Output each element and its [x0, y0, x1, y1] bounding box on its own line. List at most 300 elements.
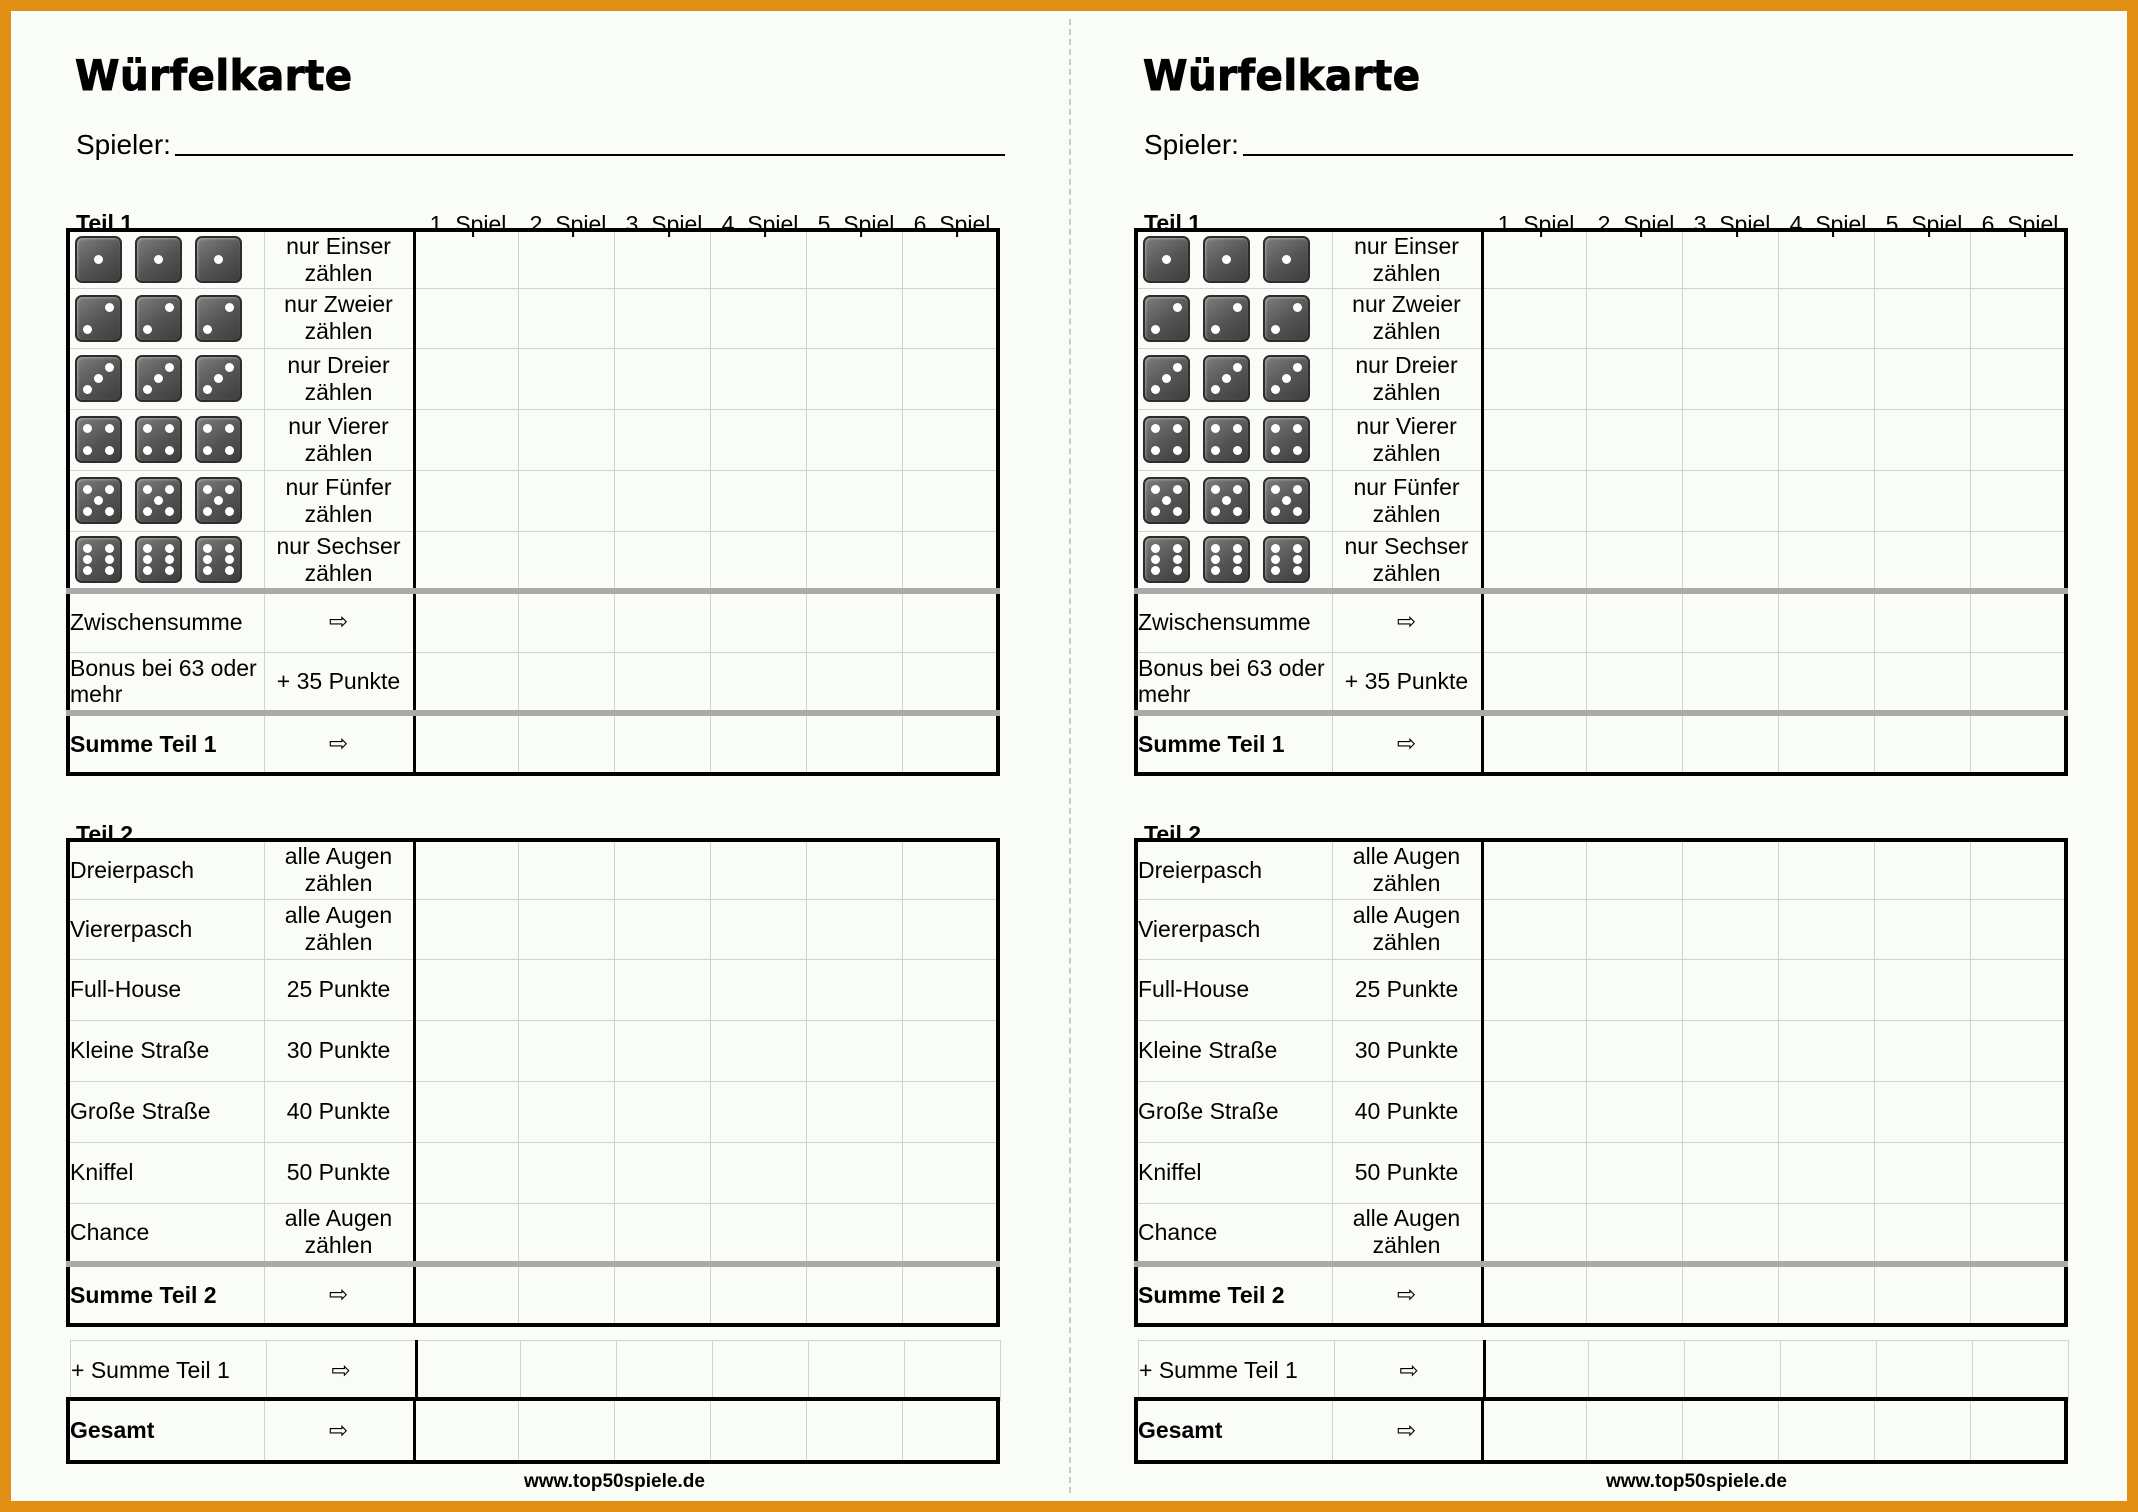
part2-score-cell[interactable]: [902, 1203, 998, 1264]
part1-score-cell[interactable]: [710, 348, 806, 409]
carry-score-cell[interactable]: [1589, 1341, 1685, 1401]
total-score-cell[interactable]: [1970, 1399, 2066, 1462]
part1-sum-score-cell[interactable]: [710, 713, 806, 774]
part1-score-cell[interactable]: [1970, 470, 2066, 531]
part2-score-cell[interactable]: [1586, 1020, 1682, 1081]
part2-sum-score-cell[interactable]: [902, 1264, 998, 1325]
part1-score-cell[interactable]: [1874, 470, 1970, 531]
part1-score-cell[interactable]: [614, 409, 710, 470]
table-row: [1136, 591, 2066, 652]
part2-sum-score-cell[interactable]: [1778, 1264, 1874, 1325]
carry-score-cell[interactable]: [417, 1341, 521, 1401]
table-row: [68, 288, 998, 348]
part1-score-cell[interactable]: [1682, 409, 1778, 470]
part1-sum-score-cell[interactable]: [614, 652, 710, 713]
part1-score-cell[interactable]: [710, 470, 806, 531]
part1-sum-score-cell[interactable]: [1586, 591, 1682, 652]
scoring-rule: nur Dreier zählen: [264, 348, 414, 409]
part1-sum-score-cell[interactable]: [414, 713, 518, 774]
total-score-cell[interactable]: [1482, 1399, 1586, 1462]
part2-score-cell[interactable]: [614, 1203, 710, 1264]
card-title: Würfelkarte: [75, 51, 353, 100]
part1-score-cell[interactable]: [710, 531, 806, 591]
part2-score-cell[interactable]: [518, 840, 614, 899]
part1-sum-score-cell[interactable]: [902, 713, 998, 774]
player-name-line[interactable]: [175, 154, 1005, 156]
scoring-rule: 40 Punkte: [264, 1081, 414, 1142]
part2-score-cell[interactable]: [414, 1020, 518, 1081]
game-column-header: 6. Spiel: [1981, 211, 2059, 237]
part1-score-cell[interactable]: [806, 531, 902, 591]
dice-group: [1138, 355, 1332, 402]
part1-sum-score-cell[interactable]: [1682, 713, 1778, 774]
part2-sum-score-cell[interactable]: [1970, 1264, 2066, 1325]
card-title: Würfelkarte: [1143, 51, 1421, 100]
row-label: Zwischensumme: [68, 591, 264, 652]
part1-score-cell[interactable]: [806, 348, 902, 409]
part1-score-cell[interactable]: [518, 348, 614, 409]
part2-score-cell[interactable]: [1970, 840, 2066, 899]
part2-score-cell[interactable]: [1586, 1203, 1682, 1264]
part1-score-cell[interactable]: [1970, 230, 2066, 288]
part1-score-cell[interactable]: [614, 470, 710, 531]
part2-score-cell[interactable]: [1970, 1142, 2066, 1203]
part1-score-cell[interactable]: [1778, 230, 1874, 288]
part1-score-cell[interactable]: [414, 409, 518, 470]
part1-score-cell[interactable]: [806, 288, 902, 348]
part2-score-cell[interactable]: [1970, 1081, 2066, 1142]
part2-score-cell[interactable]: [614, 959, 710, 1020]
part2-score-cell[interactable]: [902, 959, 998, 1020]
table-row: [68, 1264, 998, 1325]
row-label: Dreierpasch: [68, 840, 264, 899]
game-column-header: 3. Spiel: [1693, 211, 1771, 237]
score-card: [11, 11, 1069, 1501]
part2-score-cell[interactable]: [1682, 959, 1778, 1020]
part2-score-cell[interactable]: [902, 1081, 998, 1142]
die-2-icon: [135, 295, 182, 342]
part1-score-cell[interactable]: [518, 230, 614, 288]
game-column-header: 1. Spiel: [1497, 211, 1575, 237]
part2-score-cell[interactable]: [710, 1020, 806, 1081]
part1-score-cell[interactable]: [518, 470, 614, 531]
part1-sum-score-cell[interactable]: [614, 591, 710, 652]
part2-score-cell[interactable]: [1682, 840, 1778, 899]
part2-sum-score-cell[interactable]: [614, 1264, 710, 1325]
part2-score-cell[interactable]: [518, 1203, 614, 1264]
part1-score-cell[interactable]: [1778, 531, 1874, 591]
part1-sum-score-cell[interactable]: [1970, 652, 2066, 713]
carry-score-cell[interactable]: [1973, 1341, 2069, 1401]
part1-score-cell[interactable]: [1874, 531, 1970, 591]
part1-sum-score-cell[interactable]: [710, 652, 806, 713]
part1-sum-score-cell[interactable]: [902, 652, 998, 713]
part1-sum-score-cell[interactable]: [518, 591, 614, 652]
part2-score-cell[interactable]: [414, 899, 518, 959]
row-label: Bonus bei 63 oder mehr: [68, 652, 264, 713]
part1-score-cell[interactable]: [1970, 531, 2066, 591]
part1-score-cell[interactable]: [1586, 470, 1682, 531]
part1-score-cell[interactable]: [1682, 470, 1778, 531]
part1-sum-score-cell[interactable]: [1778, 652, 1874, 713]
table-row: [1136, 1264, 2066, 1325]
part1-score-cell[interactable]: [1874, 288, 1970, 348]
part2-score-cell[interactable]: [518, 959, 614, 1020]
part1-score-cell[interactable]: [414, 230, 518, 288]
part2-score-cell[interactable]: [1682, 1203, 1778, 1264]
part1-score-cell[interactable]: [518, 288, 614, 348]
part2-score-cell[interactable]: [710, 899, 806, 959]
part2-sum-score-cell[interactable]: [1682, 1264, 1778, 1325]
part1-sum-score-cell[interactable]: [518, 713, 614, 774]
die-5-icon: [1263, 477, 1310, 524]
part2-score-cell[interactable]: [710, 959, 806, 1020]
part2-score-cell[interactable]: [902, 899, 998, 959]
part1-sum-score-cell[interactable]: [414, 591, 518, 652]
part1-score-cell[interactable]: [1482, 288, 1586, 348]
table-row: [71, 1341, 1001, 1401]
dice-cell: [1136, 230, 1332, 288]
part2-score-cell[interactable]: [1682, 899, 1778, 959]
part2-score-cell[interactable]: [1586, 1142, 1682, 1203]
part2-score-cell[interactable]: [1482, 899, 1586, 959]
total-score-cell[interactable]: [414, 1399, 518, 1462]
part2-score-cell[interactable]: [1970, 959, 2066, 1020]
part1-sum-score-cell[interactable]: [1874, 713, 1970, 774]
carry-score-cell[interactable]: [713, 1341, 809, 1401]
part2-sum-score-cell[interactable]: [1586, 1264, 1682, 1325]
part1-label: Teil 1: [1144, 210, 1202, 236]
part2-score-cell[interactable]: [1586, 1081, 1682, 1142]
part2-score-cell[interactable]: [1778, 1203, 1874, 1264]
part2-score-cell[interactable]: [414, 1081, 518, 1142]
carry-over-row: [70, 1340, 1001, 1401]
part1-score-cell[interactable]: [1586, 288, 1682, 348]
part1-sum-score-cell[interactable]: [1970, 591, 2066, 652]
part1-score-cell[interactable]: [614, 230, 710, 288]
table-row: [1136, 409, 2066, 470]
part1-score-cell[interactable]: [1682, 348, 1778, 409]
part2-score-cell[interactable]: [614, 1020, 710, 1081]
part1-score-cell[interactable]: [902, 409, 998, 470]
part1-score-cell[interactable]: [710, 409, 806, 470]
part1-score-cell[interactable]: [1586, 348, 1682, 409]
part1-score-cell[interactable]: [710, 288, 806, 348]
part1-score-cell[interactable]: [614, 531, 710, 591]
game-column-header: 4. Spiel: [721, 211, 799, 237]
die-6-icon: [135, 536, 182, 583]
dice-cell: [1136, 409, 1332, 470]
part1-score-cell[interactable]: [414, 348, 518, 409]
part1-score-cell[interactable]: [902, 288, 998, 348]
part2-score-cell[interactable]: [1970, 899, 2066, 959]
part2-score-cell[interactable]: [1778, 899, 1874, 959]
part2-score-cell[interactable]: [614, 1142, 710, 1203]
part2-score-cell[interactable]: [614, 899, 710, 959]
dice-group: [70, 295, 264, 342]
part2-score-cell[interactable]: [414, 840, 518, 899]
part1-score-cell[interactable]: [414, 470, 518, 531]
part1-score-cell[interactable]: [710, 230, 806, 288]
row-label: Große Straße: [68, 1081, 264, 1142]
part2-sum-score-cell[interactable]: [806, 1264, 902, 1325]
part1-sum-score-cell[interactable]: [414, 652, 518, 713]
part2-score-cell[interactable]: [806, 1142, 902, 1203]
part2-score-cell[interactable]: [806, 1081, 902, 1142]
part1-sum-score-cell[interactable]: [1482, 713, 1586, 774]
part1-score-cell[interactable]: [1970, 409, 2066, 470]
carry-score-cell[interactable]: [905, 1341, 1001, 1401]
part1-score-cell[interactable]: [1970, 288, 2066, 348]
part2-score-cell[interactable]: [1586, 840, 1682, 899]
part1-score-cell[interactable]: [1482, 230, 1586, 288]
part1-score-cell[interactable]: [414, 531, 518, 591]
total-score-cell[interactable]: [1874, 1399, 1970, 1462]
part1-sum-score-cell[interactable]: [1482, 652, 1586, 713]
part1-score-cell[interactable]: [1482, 531, 1586, 591]
scoring-rule: nur Sechser zählen: [264, 531, 414, 591]
table-row: [68, 470, 998, 531]
scoring-rule: nur Zweier zählen: [264, 288, 414, 348]
part2-sum-score-cell[interactable]: [1482, 1264, 1586, 1325]
dice-cell: [1136, 348, 1332, 409]
part2-score-cell[interactable]: [518, 1142, 614, 1203]
part2-score-cell[interactable]: [902, 1020, 998, 1081]
part1-sum-score-cell[interactable]: [710, 591, 806, 652]
part2-score-cell[interactable]: [1970, 1203, 2066, 1264]
part2-score-cell[interactable]: [414, 1203, 518, 1264]
part1-score-cell[interactable]: [414, 288, 518, 348]
part1-score-cell[interactable]: [1778, 409, 1874, 470]
game-column-header: 2. Spiel: [529, 211, 607, 237]
part2-score-cell[interactable]: [1874, 899, 1970, 959]
part1-score-cell[interactable]: [806, 409, 902, 470]
part1-score-cell[interactable]: [1682, 230, 1778, 288]
die-4-icon: [75, 416, 122, 463]
total-score-cell[interactable]: [1586, 1399, 1682, 1462]
row-label: Gesamt: [1136, 1399, 1332, 1462]
scoring-rule: alle Augen zählen: [264, 899, 414, 959]
part1-score-cell[interactable]: [1586, 531, 1682, 591]
carry-score-cell[interactable]: [521, 1341, 617, 1401]
part1-sum-score-cell[interactable]: [902, 591, 998, 652]
die-1-icon: [1203, 236, 1250, 283]
part2-score-cell[interactable]: [710, 840, 806, 899]
part1-score-cell[interactable]: [614, 288, 710, 348]
row-label: Gesamt: [68, 1399, 264, 1462]
part1-score-cell[interactable]: [1874, 409, 1970, 470]
part1-sum-score-cell[interactable]: [1682, 591, 1778, 652]
carry-score-cell[interactable]: [617, 1341, 713, 1401]
table-row: [1136, 959, 2066, 1020]
total-score-cell[interactable]: [710, 1399, 806, 1462]
part1-sum-score-cell[interactable]: [806, 591, 902, 652]
total-score-cell[interactable]: [806, 1399, 902, 1462]
arrow-right-icon: ⇨: [1332, 591, 1482, 652]
part2-sum-score-cell[interactable]: [1874, 1264, 1970, 1325]
carry-score-cell[interactable]: [1781, 1341, 1877, 1401]
table-row: [1136, 652, 2066, 713]
part2-score-cell[interactable]: [518, 899, 614, 959]
part2-score-cell[interactable]: [1586, 899, 1682, 959]
part1-sum-score-cell[interactable]: [806, 713, 902, 774]
part1-score-cell[interactable]: [614, 348, 710, 409]
part1-score-cell[interactable]: [518, 409, 614, 470]
part1-score-cell[interactable]: [1586, 409, 1682, 470]
part1-score-cell[interactable]: [902, 470, 998, 531]
carry-score-cell[interactable]: [1685, 1341, 1781, 1401]
part2-score-cell[interactable]: [902, 840, 998, 899]
part2-score-cell[interactable]: [1682, 1020, 1778, 1081]
dice-cell: [68, 230, 264, 288]
part2-score-cell[interactable]: [806, 840, 902, 899]
part2-score-cell[interactable]: [414, 1142, 518, 1203]
part2-score-cell[interactable]: [1682, 1081, 1778, 1142]
die-2-icon: [1203, 295, 1250, 342]
row-label: Viererpasch: [1136, 899, 1332, 959]
part2-score-cell[interactable]: [518, 1020, 614, 1081]
part1-sum-score-cell[interactable]: [1874, 652, 1970, 713]
die-4-icon: [135, 416, 182, 463]
part2-score-cell[interactable]: [1482, 1020, 1586, 1081]
table-row: [68, 1020, 998, 1081]
dice-group: [70, 416, 264, 463]
arrow-right-icon: ⇨: [264, 1399, 414, 1462]
die-4-icon: [1143, 416, 1190, 463]
total-score-cell[interactable]: [1778, 1399, 1874, 1462]
total-score-cell[interactable]: [1682, 1399, 1778, 1462]
part1-sum-score-cell[interactable]: [1778, 591, 1874, 652]
part1-sum-score-cell[interactable]: [614, 713, 710, 774]
part2-score-cell[interactable]: [1874, 840, 1970, 899]
scoring-rule: 50 Punkte: [1332, 1142, 1482, 1203]
part2-score-cell[interactable]: [806, 899, 902, 959]
part1-score-cell[interactable]: [902, 348, 998, 409]
die-1-icon: [135, 236, 182, 283]
player-name-line[interactable]: [1243, 154, 2073, 156]
part1-score-cell[interactable]: [1482, 470, 1586, 531]
part1-sum-score-cell[interactable]: [1482, 591, 1586, 652]
carry-score-cell[interactable]: [1877, 1341, 1973, 1401]
part2-table: [1134, 838, 2068, 1327]
part1-score-cell[interactable]: [1682, 531, 1778, 591]
part1-score-cell[interactable]: [1874, 230, 1970, 288]
part1-score-cell[interactable]: [806, 470, 902, 531]
table-row: [1136, 1142, 2066, 1203]
part2-sum-score-cell[interactable]: [518, 1264, 614, 1325]
scoring-rule: nur Fünfer zählen: [1332, 470, 1482, 531]
dice-group: [1138, 536, 1332, 583]
part1-score-cell[interactable]: [1778, 470, 1874, 531]
arrow-right-icon: ⇨: [264, 1264, 414, 1325]
part2-score-cell[interactable]: [614, 1081, 710, 1142]
part1-sum-score-cell[interactable]: [1970, 713, 2066, 774]
part1-score-cell[interactable]: [1482, 348, 1586, 409]
part1-sum-score-cell[interactable]: [1874, 591, 1970, 652]
part1-score-cell[interactable]: [1586, 230, 1682, 288]
part1-score-cell[interactable]: [1682, 288, 1778, 348]
part1-sum-score-cell[interactable]: [1778, 713, 1874, 774]
table-row: [1136, 1081, 2066, 1142]
part2-score-cell[interactable]: [1778, 1081, 1874, 1142]
table-row: [1136, 840, 2066, 899]
part2-score-cell[interactable]: [1482, 1142, 1586, 1203]
part2-score-cell[interactable]: [1778, 1142, 1874, 1203]
die-3-icon: [1263, 355, 1310, 402]
part2-score-cell[interactable]: [1970, 1020, 2066, 1081]
part1-sum-score-cell[interactable]: [518, 652, 614, 713]
row-label: Chance: [1136, 1203, 1332, 1264]
part1-sum-score-cell[interactable]: [1586, 652, 1682, 713]
part2-score-cell[interactable]: [1482, 1081, 1586, 1142]
total-score-cell[interactable]: [614, 1399, 710, 1462]
part2-label: Teil 2: [76, 821, 134, 847]
carry-score-cell[interactable]: [1485, 1341, 1589, 1401]
part2-score-cell[interactable]: [1682, 1142, 1778, 1203]
part1-sum-score-cell[interactable]: [1682, 652, 1778, 713]
part2-score-cell[interactable]: [414, 959, 518, 1020]
part2-score-cell[interactable]: [710, 1203, 806, 1264]
total-score-cell[interactable]: [518, 1399, 614, 1462]
row-label: Viererpasch: [68, 899, 264, 959]
arrow-right-icon: ⇨: [1332, 1264, 1482, 1325]
part1-score-cell[interactable]: [902, 531, 998, 591]
part1-score-cell[interactable]: [1482, 409, 1586, 470]
part2-score-cell[interactable]: [902, 1142, 998, 1203]
part2-score-cell[interactable]: [1586, 959, 1682, 1020]
part1-score-cell[interactable]: [806, 230, 902, 288]
part2-score-cell[interactable]: [1874, 1142, 1970, 1203]
scoring-rule: nur Dreier zählen: [1332, 348, 1482, 409]
part2-score-cell[interactable]: [1778, 959, 1874, 1020]
part2-score-cell[interactable]: [1874, 1081, 1970, 1142]
carry-score-cell[interactable]: [809, 1341, 905, 1401]
part2-score-cell[interactable]: [710, 1142, 806, 1203]
part2-score-cell[interactable]: [1482, 840, 1586, 899]
die-6-icon: [195, 536, 242, 583]
table-row: [68, 652, 998, 713]
part2-sum-score-cell[interactable]: [414, 1264, 518, 1325]
table-row: [68, 1203, 998, 1264]
die-6-icon: [75, 536, 122, 583]
row-label: Zwischensumme: [1136, 591, 1332, 652]
part2-score-cell[interactable]: [1482, 1203, 1586, 1264]
part2-score-cell[interactable]: [1874, 959, 1970, 1020]
part2-score-cell[interactable]: [518, 1081, 614, 1142]
total-score-cell[interactable]: [902, 1399, 998, 1462]
part1-score-cell[interactable]: [1874, 348, 1970, 409]
part2-score-cell[interactable]: [614, 840, 710, 899]
part1-score-cell[interactable]: [518, 531, 614, 591]
part2-score-cell[interactable]: [1778, 840, 1874, 899]
part1-score-cell[interactable]: [1778, 348, 1874, 409]
part1-sum-score-cell[interactable]: [806, 652, 902, 713]
part2-sum-score-cell[interactable]: [710, 1264, 806, 1325]
part2-score-cell[interactable]: [1874, 1203, 1970, 1264]
part2-score-cell[interactable]: [1482, 959, 1586, 1020]
arrow-right-icon: ⇨: [1335, 1341, 1485, 1401]
part2-score-cell[interactable]: [710, 1081, 806, 1142]
part2-score-cell[interactable]: [806, 1020, 902, 1081]
part1-score-cell[interactable]: [1970, 348, 2066, 409]
part1-score-cell[interactable]: [902, 230, 998, 288]
part1-sum-score-cell[interactable]: [1586, 713, 1682, 774]
part2-score-cell[interactable]: [1778, 1020, 1874, 1081]
part2-score-cell[interactable]: [806, 1203, 902, 1264]
part2-score-cell[interactable]: [806, 959, 902, 1020]
part1-score-cell[interactable]: [1778, 288, 1874, 348]
part2-score-cell[interactable]: [1874, 1020, 1970, 1081]
